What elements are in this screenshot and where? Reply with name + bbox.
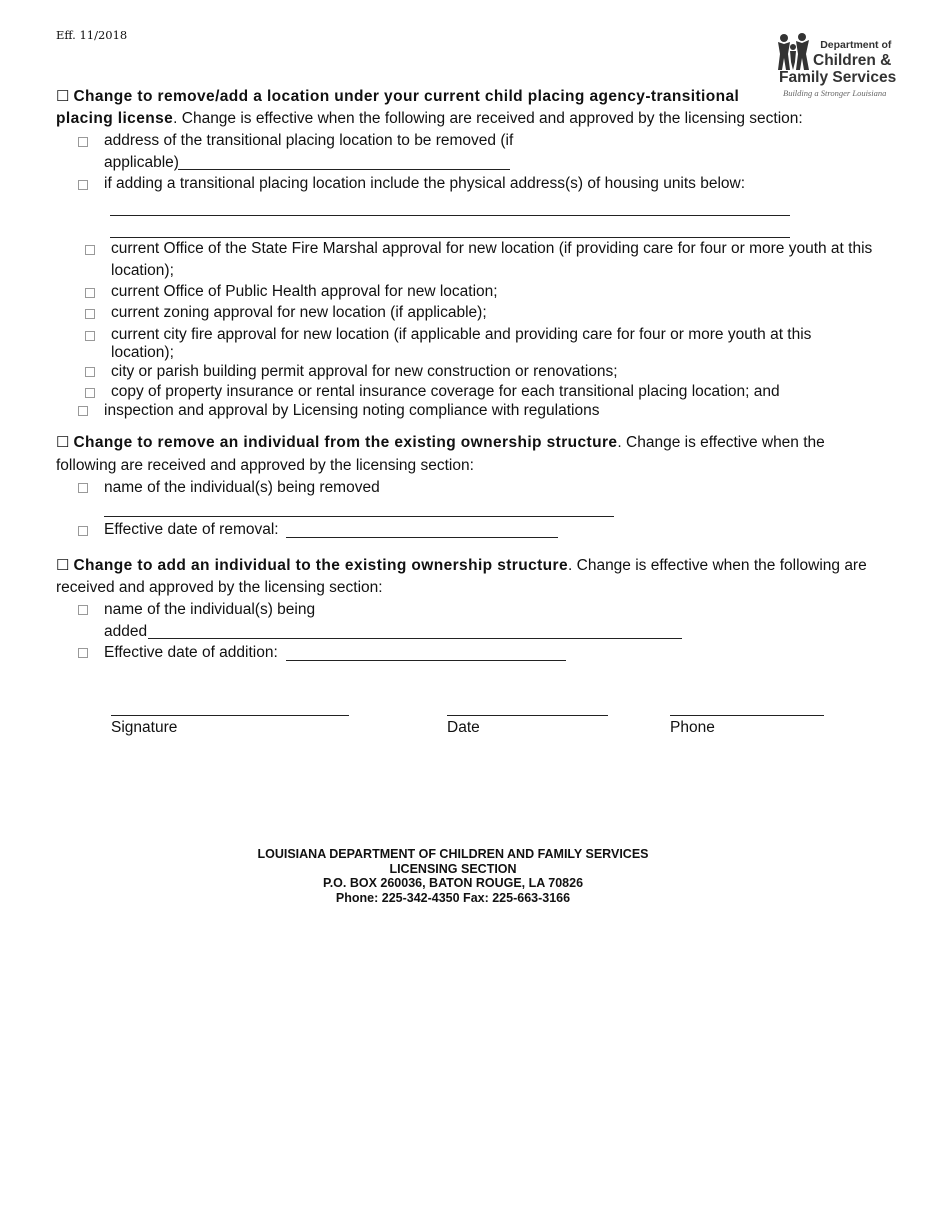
checkbox-remove-address[interactable] — [78, 137, 88, 147]
checkbox-add-location[interactable] — [78, 180, 88, 190]
section1-heading — [56, 87, 739, 106]
section3-description-b: received and approved by the licensing section: — [56, 579, 383, 596]
section1-checkbox[interactable]: ☐ — [56, 88, 70, 105]
phone-label: Phone — [670, 719, 715, 736]
section1-title-b: placing license — [56, 110, 174, 127]
signature-label: Signature — [111, 719, 178, 736]
item-fire-marshal-cont: location); — [111, 262, 174, 279]
effective-date: Eff. 11/2018 — [56, 28, 128, 42]
section2-checkbox[interactable]: ☐ — [56, 434, 70, 451]
addition-date-line[interactable] — [286, 660, 566, 661]
item-public-health: current Office of Public Health approval for new location; — [111, 283, 498, 300]
date-label: Date — [447, 719, 480, 736]
date-line[interactable] — [447, 715, 608, 716]
signature-line[interactable] — [111, 715, 349, 716]
item-remove-address: address of the transitional placing location to be removed (if — [104, 132, 514, 149]
address-line-1[interactable] — [110, 215, 790, 216]
item-building-permit: city or parish building permit approval for new construction or renovations; — [111, 363, 618, 380]
checkbox-insurance[interactable] — [85, 388, 95, 398]
dcfs-logo — [775, 32, 897, 100]
checkbox-remove-individual[interactable] — [78, 483, 88, 493]
checkbox-public-health[interactable] — [85, 288, 95, 298]
item-inspection: inspection and approval by Licensing noting compliance with regulations — [104, 402, 600, 419]
remove-address-line[interactable] — [178, 169, 510, 170]
item-remove-individual: name of the individual(s) being removed — [104, 479, 380, 496]
item-zoning: current zoning approval for new location (if applicable); — [111, 304, 487, 321]
footer-line-2: LICENSING SECTION — [389, 861, 517, 876]
footer-line-1: LOUISIANA DEPARTMENT OF CHILDREN AND FAMILY SERVICES — [257, 847, 649, 861]
item-insurance: copy of property insurance or rental insurance coverage for each transitional placing location; and — [111, 383, 780, 400]
item-add-individual-cont: added — [104, 623, 148, 640]
footer — [0, 847, 906, 905]
checkbox-fire-marshal[interactable] — [85, 245, 95, 255]
section3-checkbox[interactable]: ☐ — [56, 557, 70, 574]
logo-line-1: Department of — [820, 39, 892, 51]
logo-line-3: Family Services — [779, 69, 897, 86]
section2-description-b: following are received and approved by the licensing section: — [56, 457, 474, 474]
item-city-fire: current city fire approval for new location (if applicable and providing care for four or more youth at this — [111, 326, 812, 343]
section3-heading — [56, 556, 867, 575]
item-add-individual: name of the individual(s) being — [104, 601, 316, 618]
checkbox-add-individual[interactable] — [78, 605, 88, 615]
section2-title: Change to remove an individual from the existing ownership structure — [73, 434, 618, 451]
section1-title-a: Change to remove/add a location under your current child placing agency-transitional — [73, 88, 740, 105]
phone-line[interactable] — [670, 715, 824, 716]
section2-description-a: . Change is effective when the — [617, 434, 825, 451]
family-figures-icon — [775, 32, 815, 72]
item-city-fire-cont: location); — [111, 344, 174, 361]
removal-date-line[interactable] — [286, 537, 558, 538]
checkbox-addition-date[interactable] — [78, 648, 88, 658]
item-addition-date: Effective date of addition: — [104, 644, 278, 661]
logo-line-2: Children & — [813, 51, 892, 69]
footer-line-4: Phone: 225-342-4350 Fax: 225-663-3166 — [335, 890, 571, 905]
section1-description: . Change is effective when the following are received and approved by the licensing section: — [173, 110, 803, 127]
section3-title: Change to add an individual to the existing ownership structure — [73, 557, 569, 574]
checkbox-inspection[interactable] — [78, 406, 88, 416]
footer-line-3: P.O. BOX 260036, BATON ROUGE, LA 70826 — [322, 876, 584, 890]
checkbox-removal-date[interactable] — [78, 526, 88, 536]
remove-individual-line[interactable] — [104, 516, 614, 517]
item-add-location: if adding a transitional placing location include the physical address(s) of housing units below: — [104, 175, 746, 192]
address-line-2[interactable] — [110, 237, 790, 238]
section3-description-a: . Change is effective when the following are — [568, 557, 867, 574]
item-removal-date: Effective date of removal: — [104, 521, 279, 538]
item-fire-marshal: current Office of the State Fire Marshal approval for new location (if providing care for four or more youth at this — [111, 240, 873, 257]
checkbox-city-fire[interactable] — [85, 331, 95, 341]
checkbox-building-permit[interactable] — [85, 367, 95, 377]
checkbox-zoning[interactable] — [85, 309, 95, 319]
section1-subheading — [56, 110, 803, 128]
item-remove-address-cont: applicable) — [104, 154, 179, 171]
add-individual-line[interactable] — [148, 638, 682, 639]
logo-tagline: Building a Stronger Louisiana — [783, 88, 887, 98]
section2-heading — [56, 433, 825, 452]
